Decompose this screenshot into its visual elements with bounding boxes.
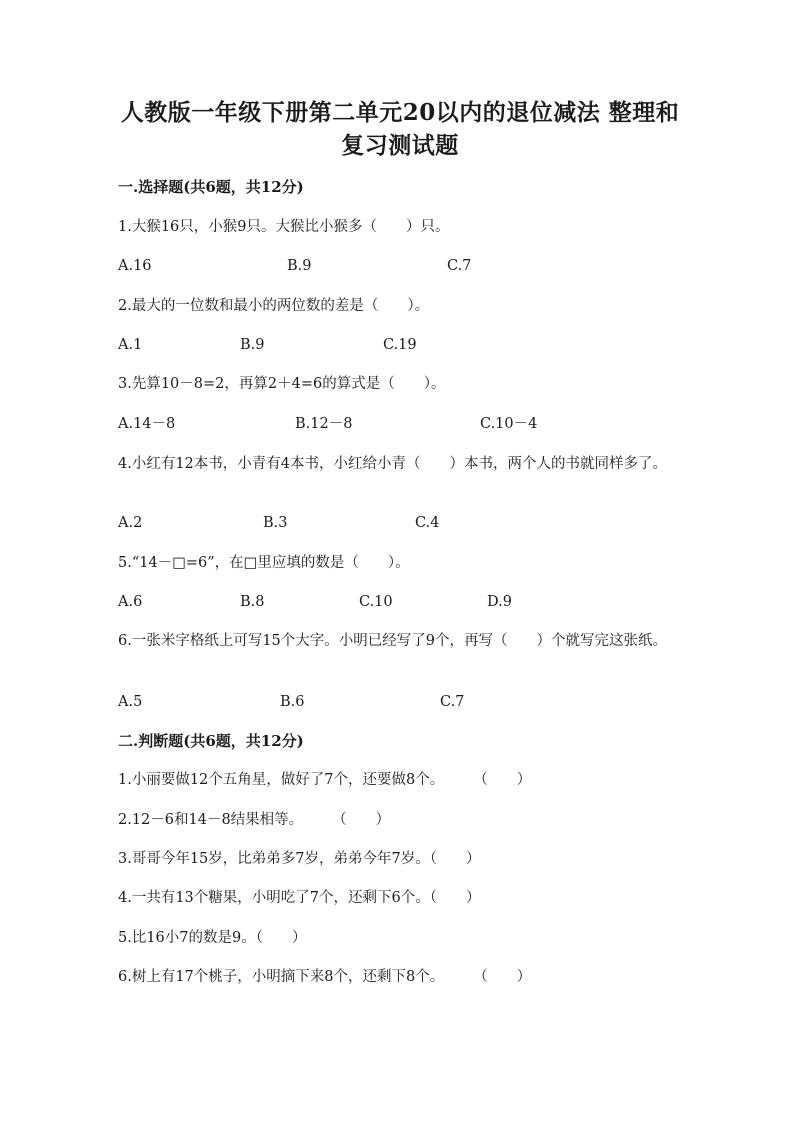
option-b: B.8 <box>240 594 265 610</box>
question-text: 1.小丽要做12个五角星，做好了7个，还要做8个。 （ ） <box>118 772 532 788</box>
question-text: 5.比16小7的数是9。（ ） <box>118 930 307 946</box>
question-text: 5.“14－□=6”，在□里应填的数是（ ）。 <box>118 555 410 571</box>
option-b: B.3 <box>263 515 288 531</box>
question-text: 3.先算10－8=2，再算2＋4=6的算式是（ ）。 <box>118 376 446 392</box>
question-text: 4.小红有12本书，小青有4本书，小红给小青（ ）本书，两个人的书就同样多了。 <box>118 456 668 472</box>
option-a: A.14－8 <box>118 416 176 432</box>
option-c: C.19 <box>383 337 417 353</box>
option-b: B.9 <box>287 258 312 274</box>
option-c: C.10 <box>359 594 393 610</box>
option-a: A.5 <box>118 694 143 710</box>
section-heading-judgement: 二.判断题(共6题，共12分) <box>118 732 304 750</box>
question-text: 6.一张米字格纸上可写15个大字。小明已经写了9个，再写（ ）个就写完这张纸。 <box>118 633 668 649</box>
option-c: C.10－4 <box>480 416 538 432</box>
option-a: A.6 <box>118 594 143 610</box>
question-text: 1.大猴16只，小猴9只。大猴比小猴多（ ）只。 <box>118 219 450 235</box>
option-b: B.9 <box>240 337 265 353</box>
question-text: 3.哥哥今年15岁，比弟弟多7岁，弟弟今年7岁。（ ） <box>118 851 481 867</box>
section-heading-choice: 一.选择题(共6题，共12分) <box>118 178 304 196</box>
option-c: C.7 <box>440 694 465 710</box>
option-c: C.7 <box>447 258 472 274</box>
option-b: B.12－8 <box>295 416 353 432</box>
option-b: B.6 <box>280 694 305 710</box>
option-d: D.9 <box>487 594 512 610</box>
question-text: 4.一共有13个糖果，小明吃了7个，还剩下6个。（ ） <box>118 890 481 906</box>
question-text: 6.树上有17个桃子，小明摘下来8个，还剩下8个。 （ ） <box>118 969 532 985</box>
question-text: 2.最大的一位数和最小的两位数的差是（ ）。 <box>118 298 430 314</box>
option-a: A.16 <box>118 258 152 274</box>
page-title: 人教版一年级下册第二单元20以内的退位减法 整理和复习测试题 <box>120 99 680 159</box>
option-a: A.1 <box>118 337 143 353</box>
question-text: 2.12－6和14－8结果相等。 （ ） <box>118 812 391 828</box>
option-a: A.2 <box>118 515 143 531</box>
option-c: C.4 <box>415 515 440 531</box>
